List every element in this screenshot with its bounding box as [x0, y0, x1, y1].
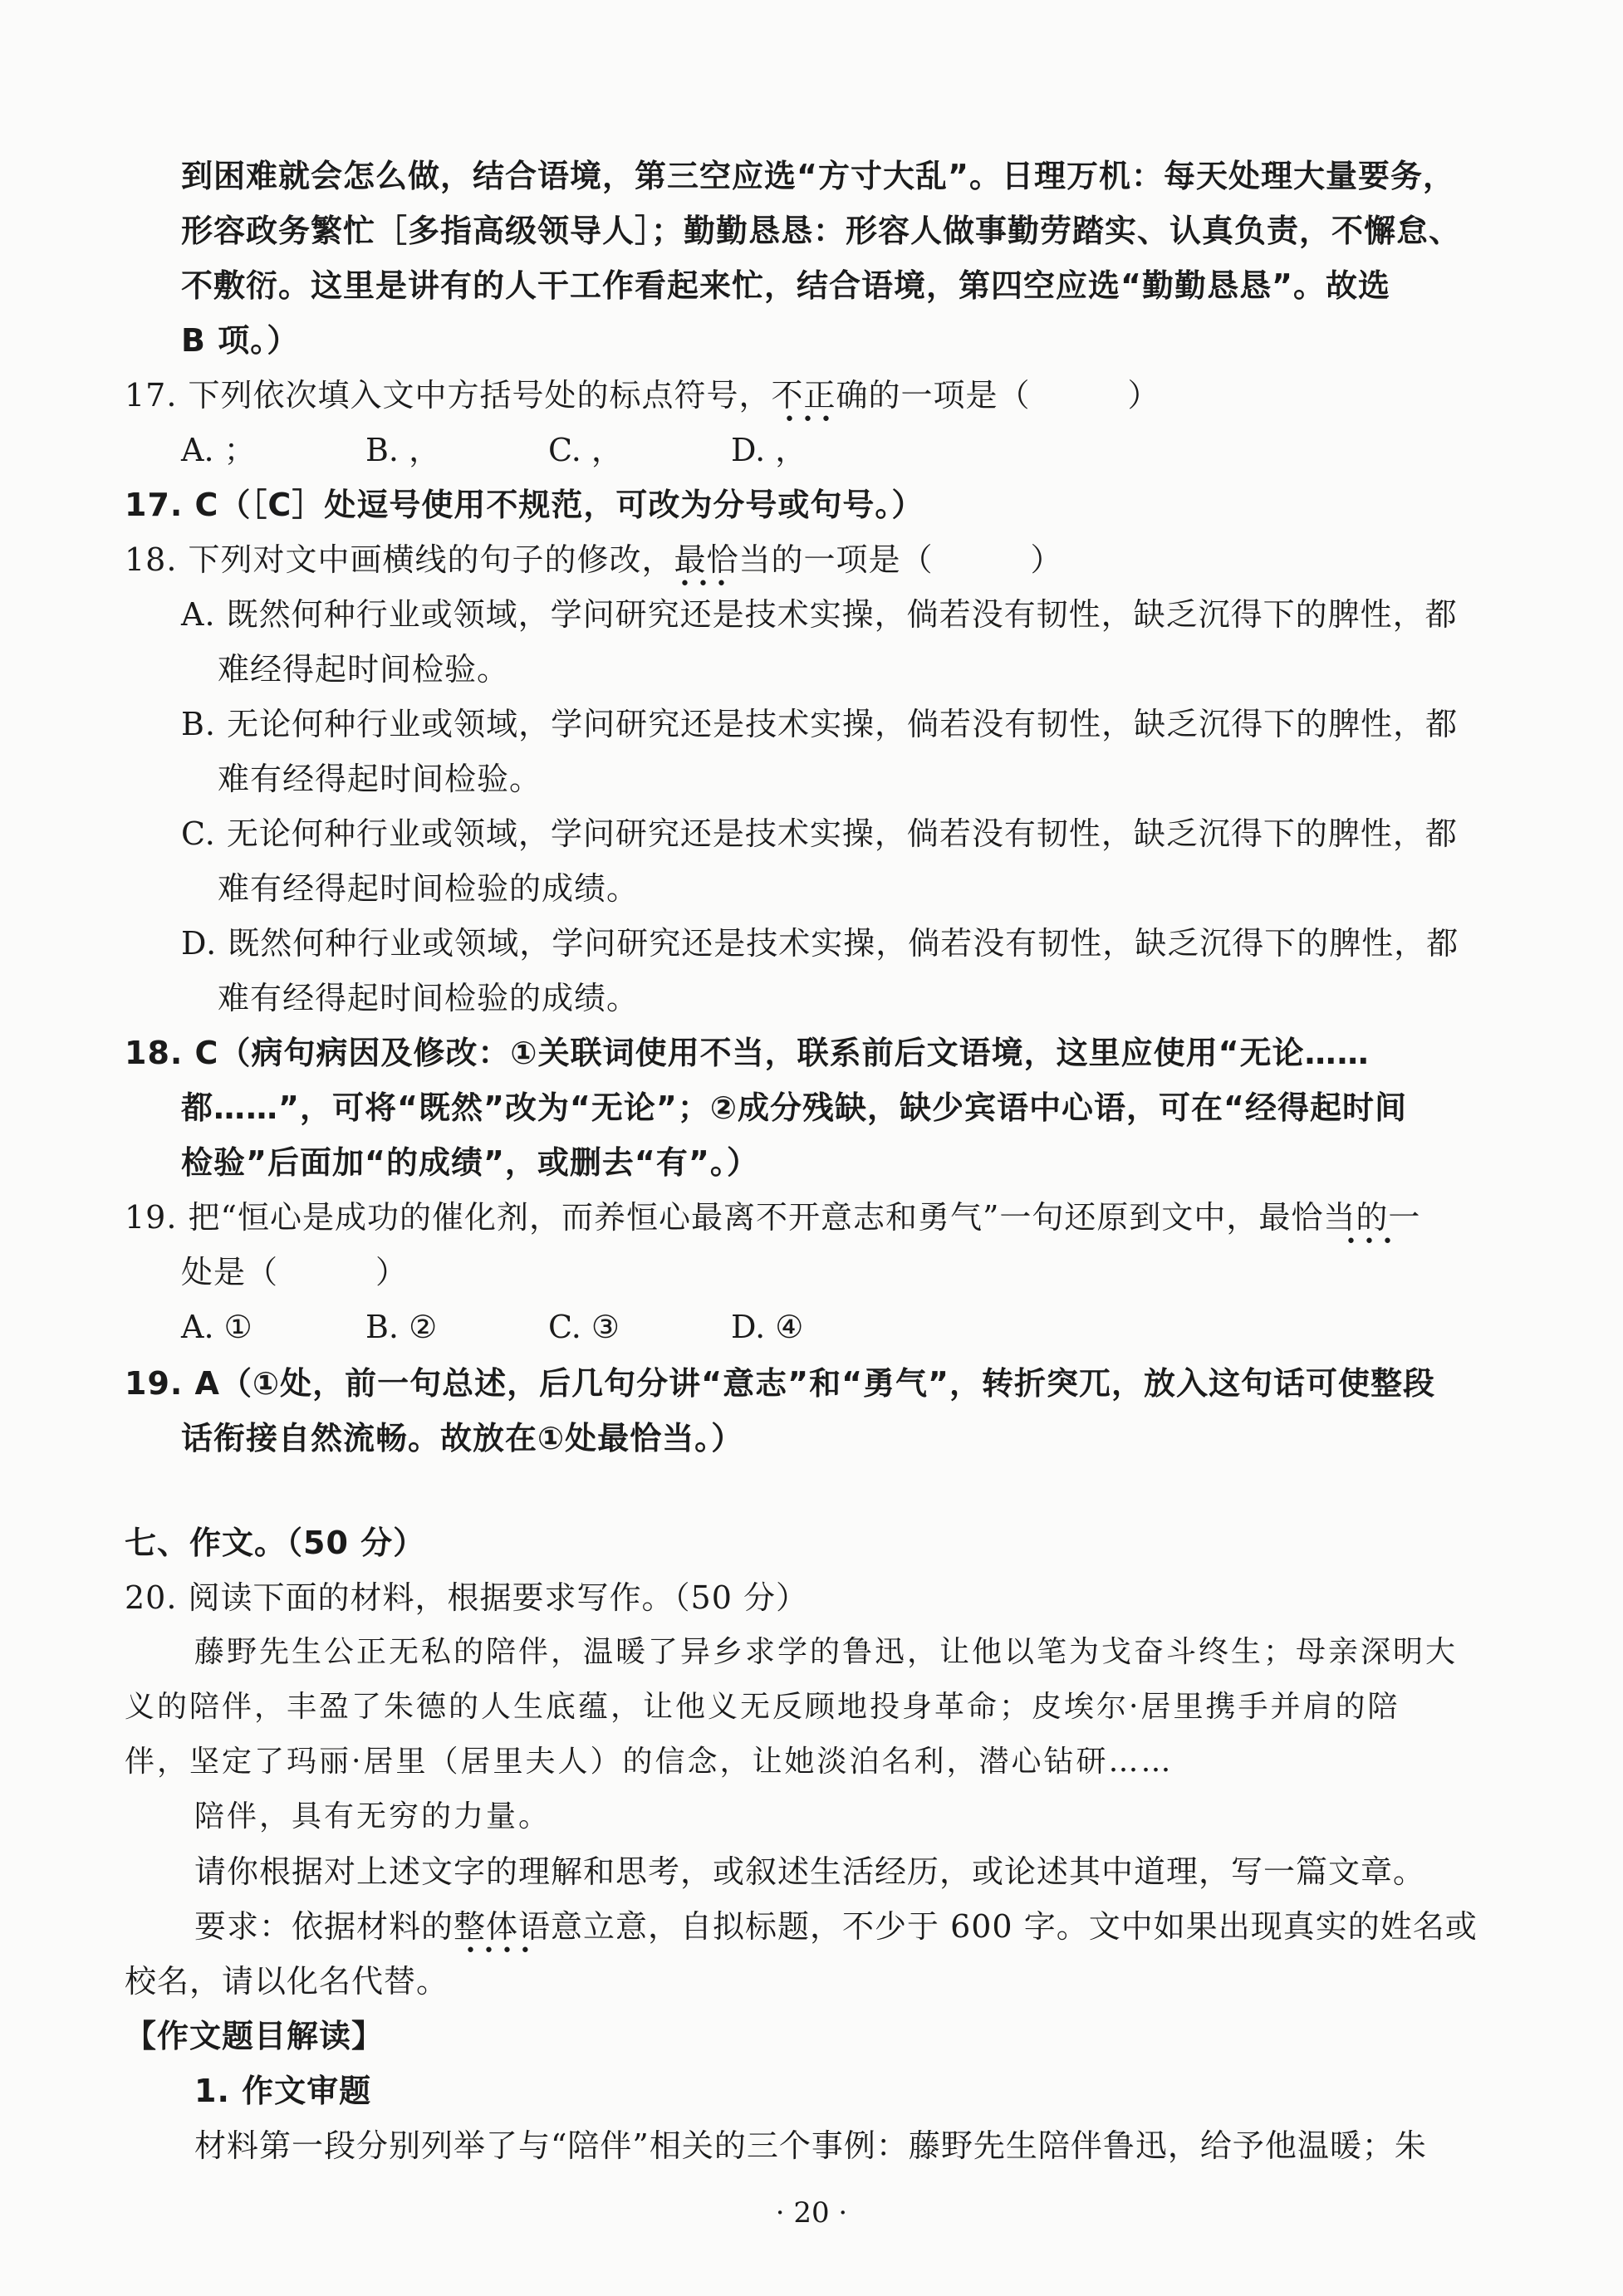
- answer-19-line-1: 19. A（①处，前一句总述，后几句分讲“意志”和“勇气”，转折突兀，放入这句话可使整段: [125, 1365, 1436, 1402]
- answer-18-line-3: 检验”后面加“的成绩”，或删去“有”。）: [181, 1144, 759, 1181]
- question-18-option-a-line-1: A. 既然何种行业或领域，学问研究还是技术实操，倘若没有韧性，缺乏沉得下的脾性，都: [181, 596, 1458, 633]
- requirement-emphasis-dots: • • • •: [465, 1941, 532, 1961]
- question-19-option-b: B. ②: [365, 1309, 438, 1345]
- answer-18-line-2: 都……”，可将“既然”改为“无论”；②成分残缺，缺少宾语中心语，可在“经得起时间: [181, 1089, 1408, 1126]
- question-17-option-b: B. ，: [365, 432, 441, 468]
- question-17: 17. 下列依次填入文中方括号处的标点符号，不正确的一项是（ ）: [125, 377, 1160, 414]
- page-number: · 20 ·: [775, 2196, 848, 2230]
- answer-18-line-1: 18. C（病句病因及修改：①关联词使用不当，联系前后文语境，这里应使用“无论……: [125, 1035, 1370, 1071]
- question-17-option-c: C. ，: [548, 432, 623, 468]
- question-17-emphasis-dots: • • •: [784, 409, 832, 430]
- requirement-line-3: 校名，请以化名代替。: [125, 1963, 449, 2000]
- question-18-option-c-line-2: 难有经得起时间检验的成绩。: [218, 870, 640, 907]
- question-19-line-2: 处是（ ）: [181, 1254, 409, 1290]
- answer-19-line-2: 话衔接自然流畅。故放在①处最恰当。）: [181, 1420, 744, 1456]
- answer-16-line-3: 不敷衍。这里是讲有的人干工作看起来忙，结合语境，第四空应选“勤勤恳恳”。故选: [181, 267, 1390, 304]
- material-line-4: 陪伴，具有无穷的力量。: [194, 1799, 552, 1833]
- question-18-emphasis-dots: • • •: [679, 574, 728, 595]
- question-18-option-d-line-1: D. 既然何种行业或领域，学问研究还是技术实操，倘若没有韧性，缺乏沉得下的脾性，都: [181, 925, 1459, 962]
- essay-review-line-1: 材料第一段分别列举了与“陪伴”相关的三个事例：藤野先生陪伴鲁迅，给予他温暖；朱: [194, 2127, 1427, 2164]
- section-7-heading: 七、作文。（50 分）: [125, 1525, 426, 1561]
- question-17-option-d: D. ，: [731, 432, 807, 468]
- essay-interpretation-heading: 【作文题目解读】: [125, 2018, 385, 2054]
- question-18-option-a-line-2: 难经得起时间检验。: [218, 651, 510, 688]
- question-19-option-a: A. ①: [181, 1309, 253, 1345]
- question-19-option-d: D. ④: [731, 1309, 804, 1345]
- question-19-line-1: 19. 把“恒心是成功的催化剂，而养恒心最离不开意志和勇气”一句还原到文中，最恰当的一: [125, 1199, 1421, 1236]
- question-17-option-a: A. ；: [181, 432, 256, 468]
- question-20: 20. 阅读下面的材料，根据要求写作。（50 分）: [125, 1579, 808, 1616]
- material-line-2: 义的陪伴，丰盈了朱德的人生底蕴，让他义无反顾地投身革命；皮埃尔·居里携手并肩的陪: [125, 1690, 1400, 1724]
- answer-16-line-2: 形容政务繁忙［多指高级领导人］；勤勤恳恳：形容人做事勤劳踏实、认真负责，不懈怠、: [181, 213, 1462, 249]
- answer-16-line-4: B 项。）: [181, 322, 300, 359]
- question-19-emphasis-dots: • • •: [1346, 1231, 1394, 1252]
- requirement-line-1: 请你根据对上述文字的理解和思考，或叙述生活经历，或论述其中道理，写一篇文章。: [194, 1853, 1426, 1890]
- question-19-option-c: C. ③: [548, 1309, 620, 1345]
- question-18: 18. 下列对文中画横线的句子的修改，最恰当的一项是（ ）: [125, 541, 1063, 578]
- question-18-option-b-line-2: 难有经得起时间检验。: [218, 761, 542, 797]
- question-18-option-d-line-2: 难有经得起时间检验的成绩。: [218, 980, 640, 1016]
- essay-review-subheading: 1. 作文审题: [194, 2073, 372, 2109]
- material-line-3: 伴，坚定了玛丽·居里（居里夫人）的信念，让她淡泊名利，潜心钻研……: [125, 1745, 1174, 1779]
- question-18-option-c-line-1: C. 无论何种行业或领域，学问研究还是技术实操，倘若没有韧性，缺乏沉得下的脾性，都: [181, 815, 1458, 852]
- answer-16-line-1: 到困难就会怎么做，结合语境，第三空应选“方寸大乱”。日理万机：每天处理大量要务，: [181, 158, 1455, 194]
- question-18-option-b-line-1: B. 无论何种行业或领域，学问研究还是技术实操，倘若没有韧性，缺乏沉得下的脾性，都: [181, 706, 1459, 742]
- material-line-1: 藤野先生公正无私的陪伴，温暖了异乡求学的鲁迅，让他以笔为戈奋斗终生；母亲深明大: [194, 1635, 1459, 1669]
- answer-17: 17. C（［C］处逗号使用不规范，可改为分号或句号。）: [125, 487, 924, 523]
- requirement-line-2: 要求：依据材料的整体语意立意，自拟标题，不少于 600 字。文中如果出现真实的姓名或: [194, 1908, 1478, 1945]
